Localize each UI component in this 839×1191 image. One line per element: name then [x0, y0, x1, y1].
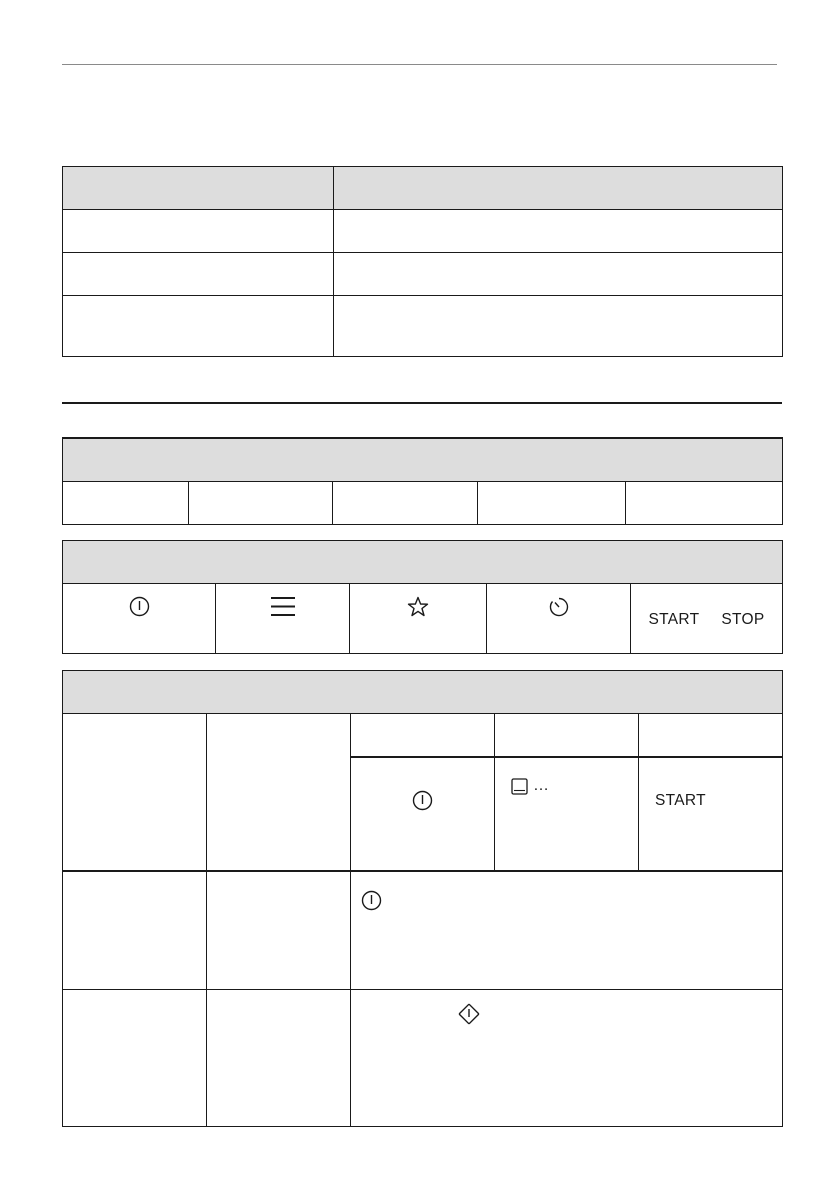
power-icon: [361, 890, 382, 911]
table-row: [63, 296, 783, 357]
table-cell: [350, 584, 487, 654]
table-cell: [351, 757, 495, 871]
ellipsis-label: …: [533, 777, 549, 794]
table-header-row: [63, 167, 783, 210]
table-cell: [207, 714, 351, 871]
table-row: [63, 990, 783, 1127]
table-cell: [63, 871, 207, 990]
table-cell: [207, 871, 351, 990]
header-cell: [63, 541, 783, 584]
table-cell: [639, 714, 783, 757]
header-cell: [334, 167, 783, 210]
table-cell: [63, 253, 334, 296]
table-cell: [334, 253, 783, 296]
oven-cavity-icon: [511, 778, 528, 795]
table-row: [63, 210, 783, 253]
table-cell: [63, 714, 207, 871]
table-cell: [495, 757, 639, 871]
info-table: [62, 166, 783, 357]
stop-label: STOP: [721, 611, 765, 628]
table-cell: [487, 584, 631, 654]
table-cell: [333, 481, 478, 524]
table-cell: [351, 714, 495, 757]
power-icon: [129, 596, 150, 617]
table-cell: [334, 296, 783, 357]
power-icon: [412, 790, 433, 811]
table-cell: [626, 481, 783, 524]
header-cell: [63, 438, 783, 481]
table-row: [63, 481, 783, 524]
table-cell: [63, 210, 334, 253]
blank-grid-table: [62, 437, 783, 525]
table-cell: [631, 584, 783, 654]
header-cell: [63, 167, 334, 210]
table-row: [63, 714, 783, 757]
favourite-star-icon: [407, 596, 429, 617]
timer-icon: [548, 596, 570, 618]
table-row: [63, 253, 783, 296]
table-cell: [351, 871, 783, 990]
page-header-rule: [62, 64, 777, 65]
table-cell: [189, 481, 333, 524]
table-cell: [495, 714, 639, 757]
table-cell: [639, 757, 783, 871]
table-cell: [63, 584, 216, 654]
table-row: [63, 584, 783, 654]
start-diamond-icon: [457, 1002, 481, 1026]
table-cell: [63, 296, 334, 357]
table-cell: [334, 210, 783, 253]
start-label: START: [655, 791, 706, 809]
table-cell: [216, 584, 350, 654]
menu-icon: [271, 596, 295, 617]
table-cell: [63, 481, 189, 524]
table-cell: [478, 481, 626, 524]
start-label: START: [648, 611, 700, 628]
table-cell: [351, 990, 783, 1127]
control-panel-table: [62, 540, 783, 654]
table-cell: [63, 990, 207, 1127]
table-cell: [207, 990, 351, 1127]
steps-table: [62, 670, 783, 1127]
section-rule: [62, 402, 782, 404]
header-cell: [63, 671, 783, 714]
table-row: [63, 871, 783, 990]
